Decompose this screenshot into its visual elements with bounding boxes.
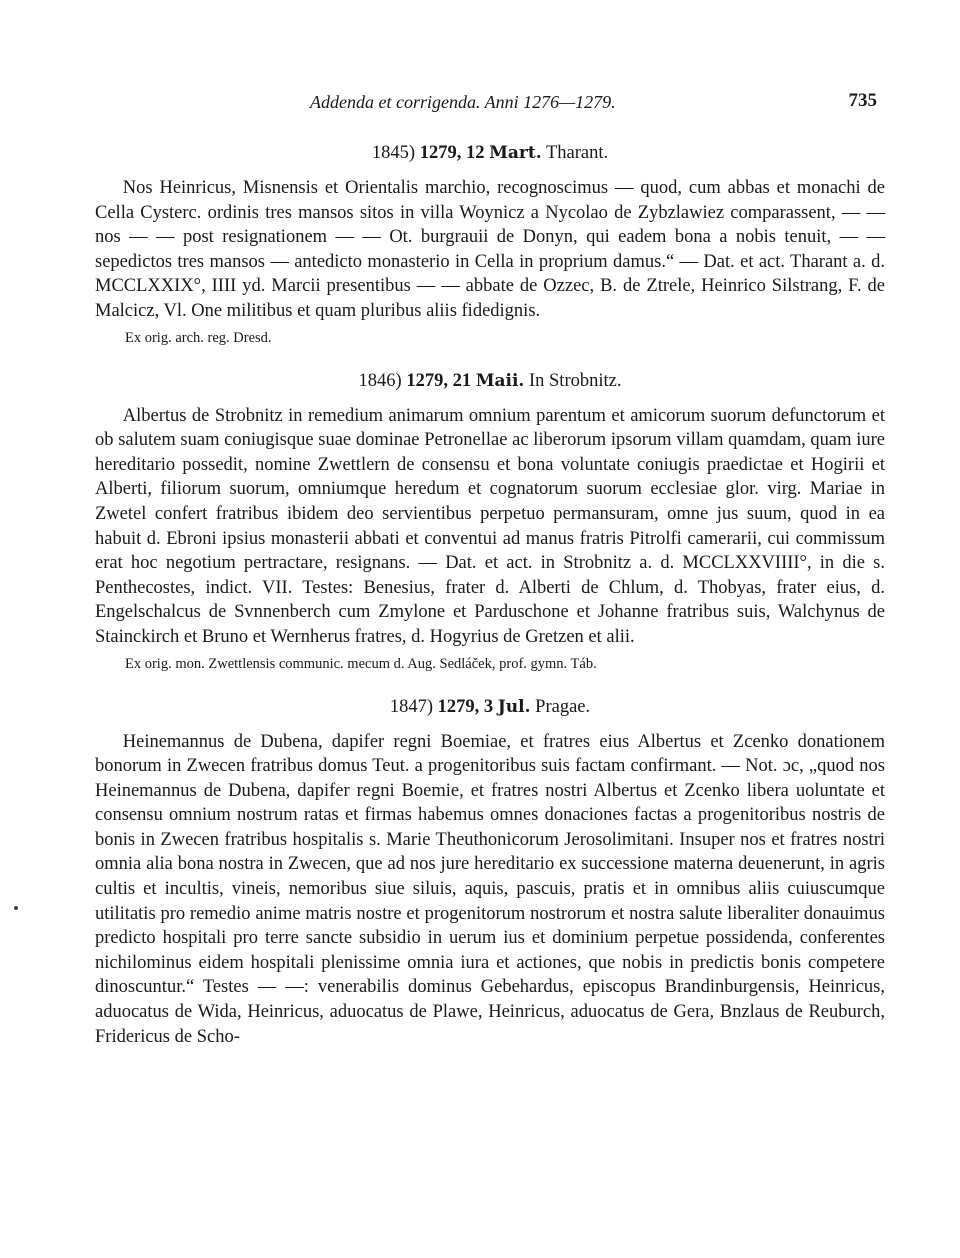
entry-date: 1279, 12 — [419, 143, 485, 163]
source-note: Ex orig. arch. reg. Dresd. — [125, 329, 272, 346]
charter-entry-1845 — [95, 140, 885, 348]
entry-month: Jul. — [497, 696, 531, 717]
entry-date: 1279, 21 — [406, 370, 472, 391]
source-note: Ex orig. mon. Zwettlensis communic. mecum d. Aug. Sedláček, prof. gymn. Táb. — [125, 655, 597, 672]
entry-month: Maii. — [475, 370, 525, 391]
charter-entry-1846 — [95, 368, 885, 674]
entry-text: Heinemannus de Dubena, dapifer regni Boemiae, et fratres eius Albertus et Zcenko donationem bonorum in Zwecen fratribus domus Teut. a progenitoribus suis factam confirmant. — Not. ɔc, „quod nos Heinemannus de Dubena, dapifer regni Boemie, et fratres nostri Albertus et Zcenko libera uoluntate et consensu omnium nostrum ratas et firmas habemus omnes donaciones factas a progenitoribus nostris de bonis in Zwecen fratribus hospitalis s. Marie Theuthonicorum Jerosolimitani. Insuper nos et fratres nostri omnia alia bona nostra in Zwecen, que ad nos jure hereditario ex successione materna deuenerunt, in agris cultis et incultis, vineis, nemoribus siue siluis, aquis, pascuis, pratis et in omnibus aliis cuiuscumque utilitatis pro remedio anime matris nostre et progenitorum nostrorum et nostra salute liberaliter donauimus predicto hospitali pro terre sancte subsidio in uerum ius et dominium perpetue possidenda, conferentes nichilominus eidem hospitali plenissime omnia iura et actiones, que nobis in predictis bonis competere dinoscuntur.“ Testes — —: venerabilis dominus Gebehardus, episcopus Brandinburgensis, Heinricus, aduocatus de Wida, Heinricus, aduocatus de Plawe, Heinricus, aduocatus de Gera, Bnzlaus de Reuburch, Fridericus de Scho- — [95, 731, 885, 1047]
entry-number: 1846) — [358, 370, 402, 391]
entry-month: Mart. — [489, 143, 542, 163]
entry-place: Tharant. — [545, 143, 609, 163]
entry-number: 1847) — [389, 696, 434, 717]
margin-mark — [14, 906, 18, 910]
charter-entry-1847 — [95, 694, 885, 1050]
running-title: Addenda et corrigenda. Anni 1276—1279. — [310, 92, 616, 112]
entry-heading — [95, 368, 885, 394]
entry-text: Nos Heinricus, Misnensis et Orientalis marchio, recognoscimus — quod, cum abbas et monachi de Cella Cysterc. ordinis tres mansos sitos in villa Woynicz a Nycolao de Zybzlawiez comparassent, — — nos — — post resignationem — — Ot. burgrauii de Donyn, qui eadem bona a nobis tenuit, — — sepedictos tres mansos — antedicto monasterio in Cella in proprium damus.“ — Dat. et act. Tharant a. d. MCCLXXIX°, IIII yd. Marcii presentibus — — abbate de Ozzec, B. de Ztrele, Heinrico Silstrang, F. de Malcicz, Vl. One militibus et quam pluribus aliis fidedignis. — [95, 178, 885, 321]
entry-number: 1845) — [371, 143, 416, 163]
entry-text: Albertus de Strobnitz in remedium animarum omnium parentum et amicorum suorum defunctorum et ob salutem suam coniugisque suae dominae Petronellae ac liberorum ipsorum villam quamdam, quam iure hereditario possedit, nomine Zwettlern de consensu et bona voluntate coniugis praedictae et Hogirii et Alberti, filiorum suorum, omniumque heredum et cognatorum suorum ecclesiae glor. virg. Mariae in Zwetel confert fratribus ibidem deo servientibus perpetuo permansuram, omne jus suum, quod in ea habuit d. Ebroni ipsius monasterii abbati et conventui ad manus fratris Pitrolfi camerarii, cui commissum erat hoc negotium pertractare, resignans. — Dat. et act. in Strobnitz a. d. MCCLXXVIIII°, in die s. Penthecostes, indict. VII. Testes: Benesius, frater d. Alberti de Chlum, d. Thobyas, frater eius, d. Engelschalcus de Svnnenberch cum Zmylone et Parduschone et Johanne fratribus suis, Walchynus de Stainckirch et Bruno et Wernherus fratres, d. Hogyrius de Gretzen et alii. — [95, 405, 885, 647]
page-number: 735 — [848, 90, 877, 111]
entry-heading — [95, 140, 885, 166]
entry-heading — [95, 694, 885, 720]
entry-place: In Strobnitz. — [528, 370, 622, 391]
page — [95, 88, 885, 1049]
entry-place: Pragae. — [535, 696, 591, 717]
running-head — [95, 88, 885, 122]
entry-date: 1279, 3 — [437, 696, 494, 717]
